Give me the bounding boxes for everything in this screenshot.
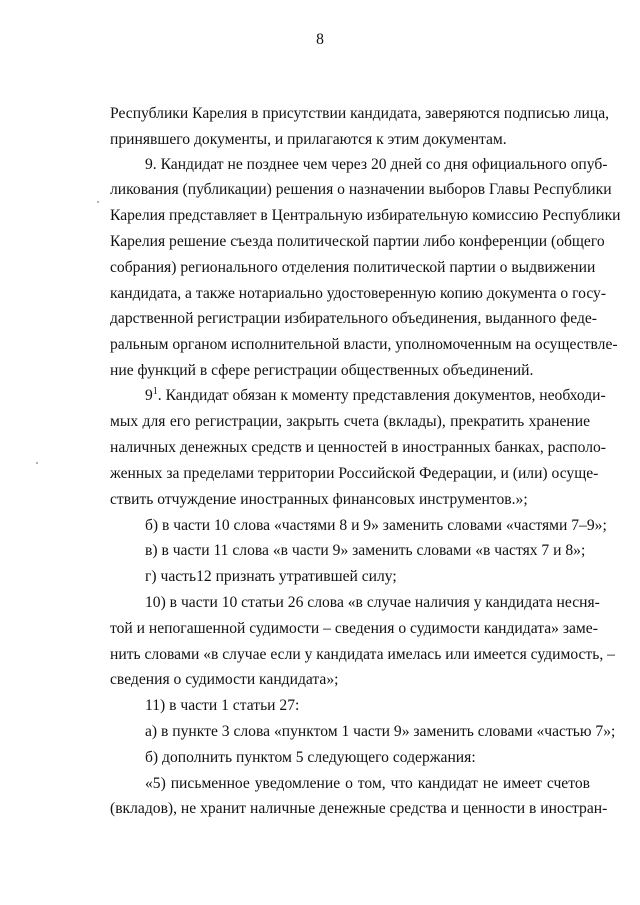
text-line: наличных денежных средств и ценностей в иностранных банках, располо- <box>110 439 607 456</box>
page-number: 8 <box>316 31 324 48</box>
text-line: мых для его регистрации, закрыть счета (вклады), прекратить хранение <box>110 413 590 430</box>
text-line: нить словами «в случае если у кандидата имелась или имеется судимость, – <box>110 646 615 663</box>
text-line: а) в пункте 3 слова «пунктом 1 части 9» заменить словами «частью 7»; <box>145 723 616 740</box>
text-line: (вкладов), не хранит наличные денежные средства и ценности в иностран- <box>110 800 608 817</box>
text-line: в) в части 11 слова «в части 9» заменить словами «в частях 7 и 8»; <box>145 542 586 559</box>
text-line: 10) в части 10 статьи 26 слова «в случае наличия у кандидата несня- <box>145 594 600 611</box>
text-line: сведения о судимости кандидата»; <box>110 671 339 688</box>
text-line: собрания) регионального отделения политической партии о выдвижении <box>110 259 596 276</box>
text-line: б) в части 10 слова «частями 8 и 9» заменить словами «частями 7–9»; <box>145 517 607 534</box>
text-line: 11) в части 1 статьи 27: <box>145 697 300 714</box>
text-line: Карелия решение съезда политической партии либо конференции (общего <box>110 233 605 250</box>
text-line: женных за пределами территории Российской Федерации, и (или) осуще- <box>110 465 599 482</box>
text-line: той и непогашенной судимости – сведения о судимости кандидата» заме- <box>110 620 598 637</box>
text-line: б) дополнить пунктом 5 следующего содержания: <box>145 749 476 766</box>
text-line: ствить отчуждение иностранных финансовых инструментов.»; <box>110 491 528 508</box>
scan-speck <box>36 462 38 464</box>
text-line-rest: . Кандидат обязан к моменту представления документов, необходи- <box>157 387 606 404</box>
paragraph-number-superscript: 1 <box>152 386 158 397</box>
text-line: ральным органом исполнительной власти, уполномоченным на осуществле- <box>110 336 618 353</box>
text-line <box>145 386 606 406</box>
text-line: ние функций в сфере регистрации общественных объединений. <box>110 362 534 379</box>
text-line: принявшего документы, и прилагаются к этим документам. <box>110 131 507 148</box>
text-line: ликования (публикации) решения о назначении выборов Главы Республики <box>110 181 612 198</box>
scan-speck <box>97 201 99 203</box>
text-line: дарственной регистрации избирательного объединения, выданного феде- <box>110 310 597 327</box>
text-line: Республики Карелия в присутствии кандидата, заверяются подписью лица, <box>110 105 610 122</box>
text-line: 9. Кандидат не позднее чем через 20 дней со дня официального опуб- <box>145 156 608 173</box>
text-line: Карелия представляет в Центральную избирательную комиссию Республики <box>110 207 621 224</box>
text-line: «5) письменное уведомление о том, что кандидат не имеет счетов <box>145 775 590 792</box>
text-line: г) часть12 признать утратившей силу; <box>145 568 397 585</box>
text-line: кандидата, а также нотариально удостоверенную копию документа о госу- <box>110 285 607 302</box>
paragraph-number: 9 <box>145 387 153 404</box>
